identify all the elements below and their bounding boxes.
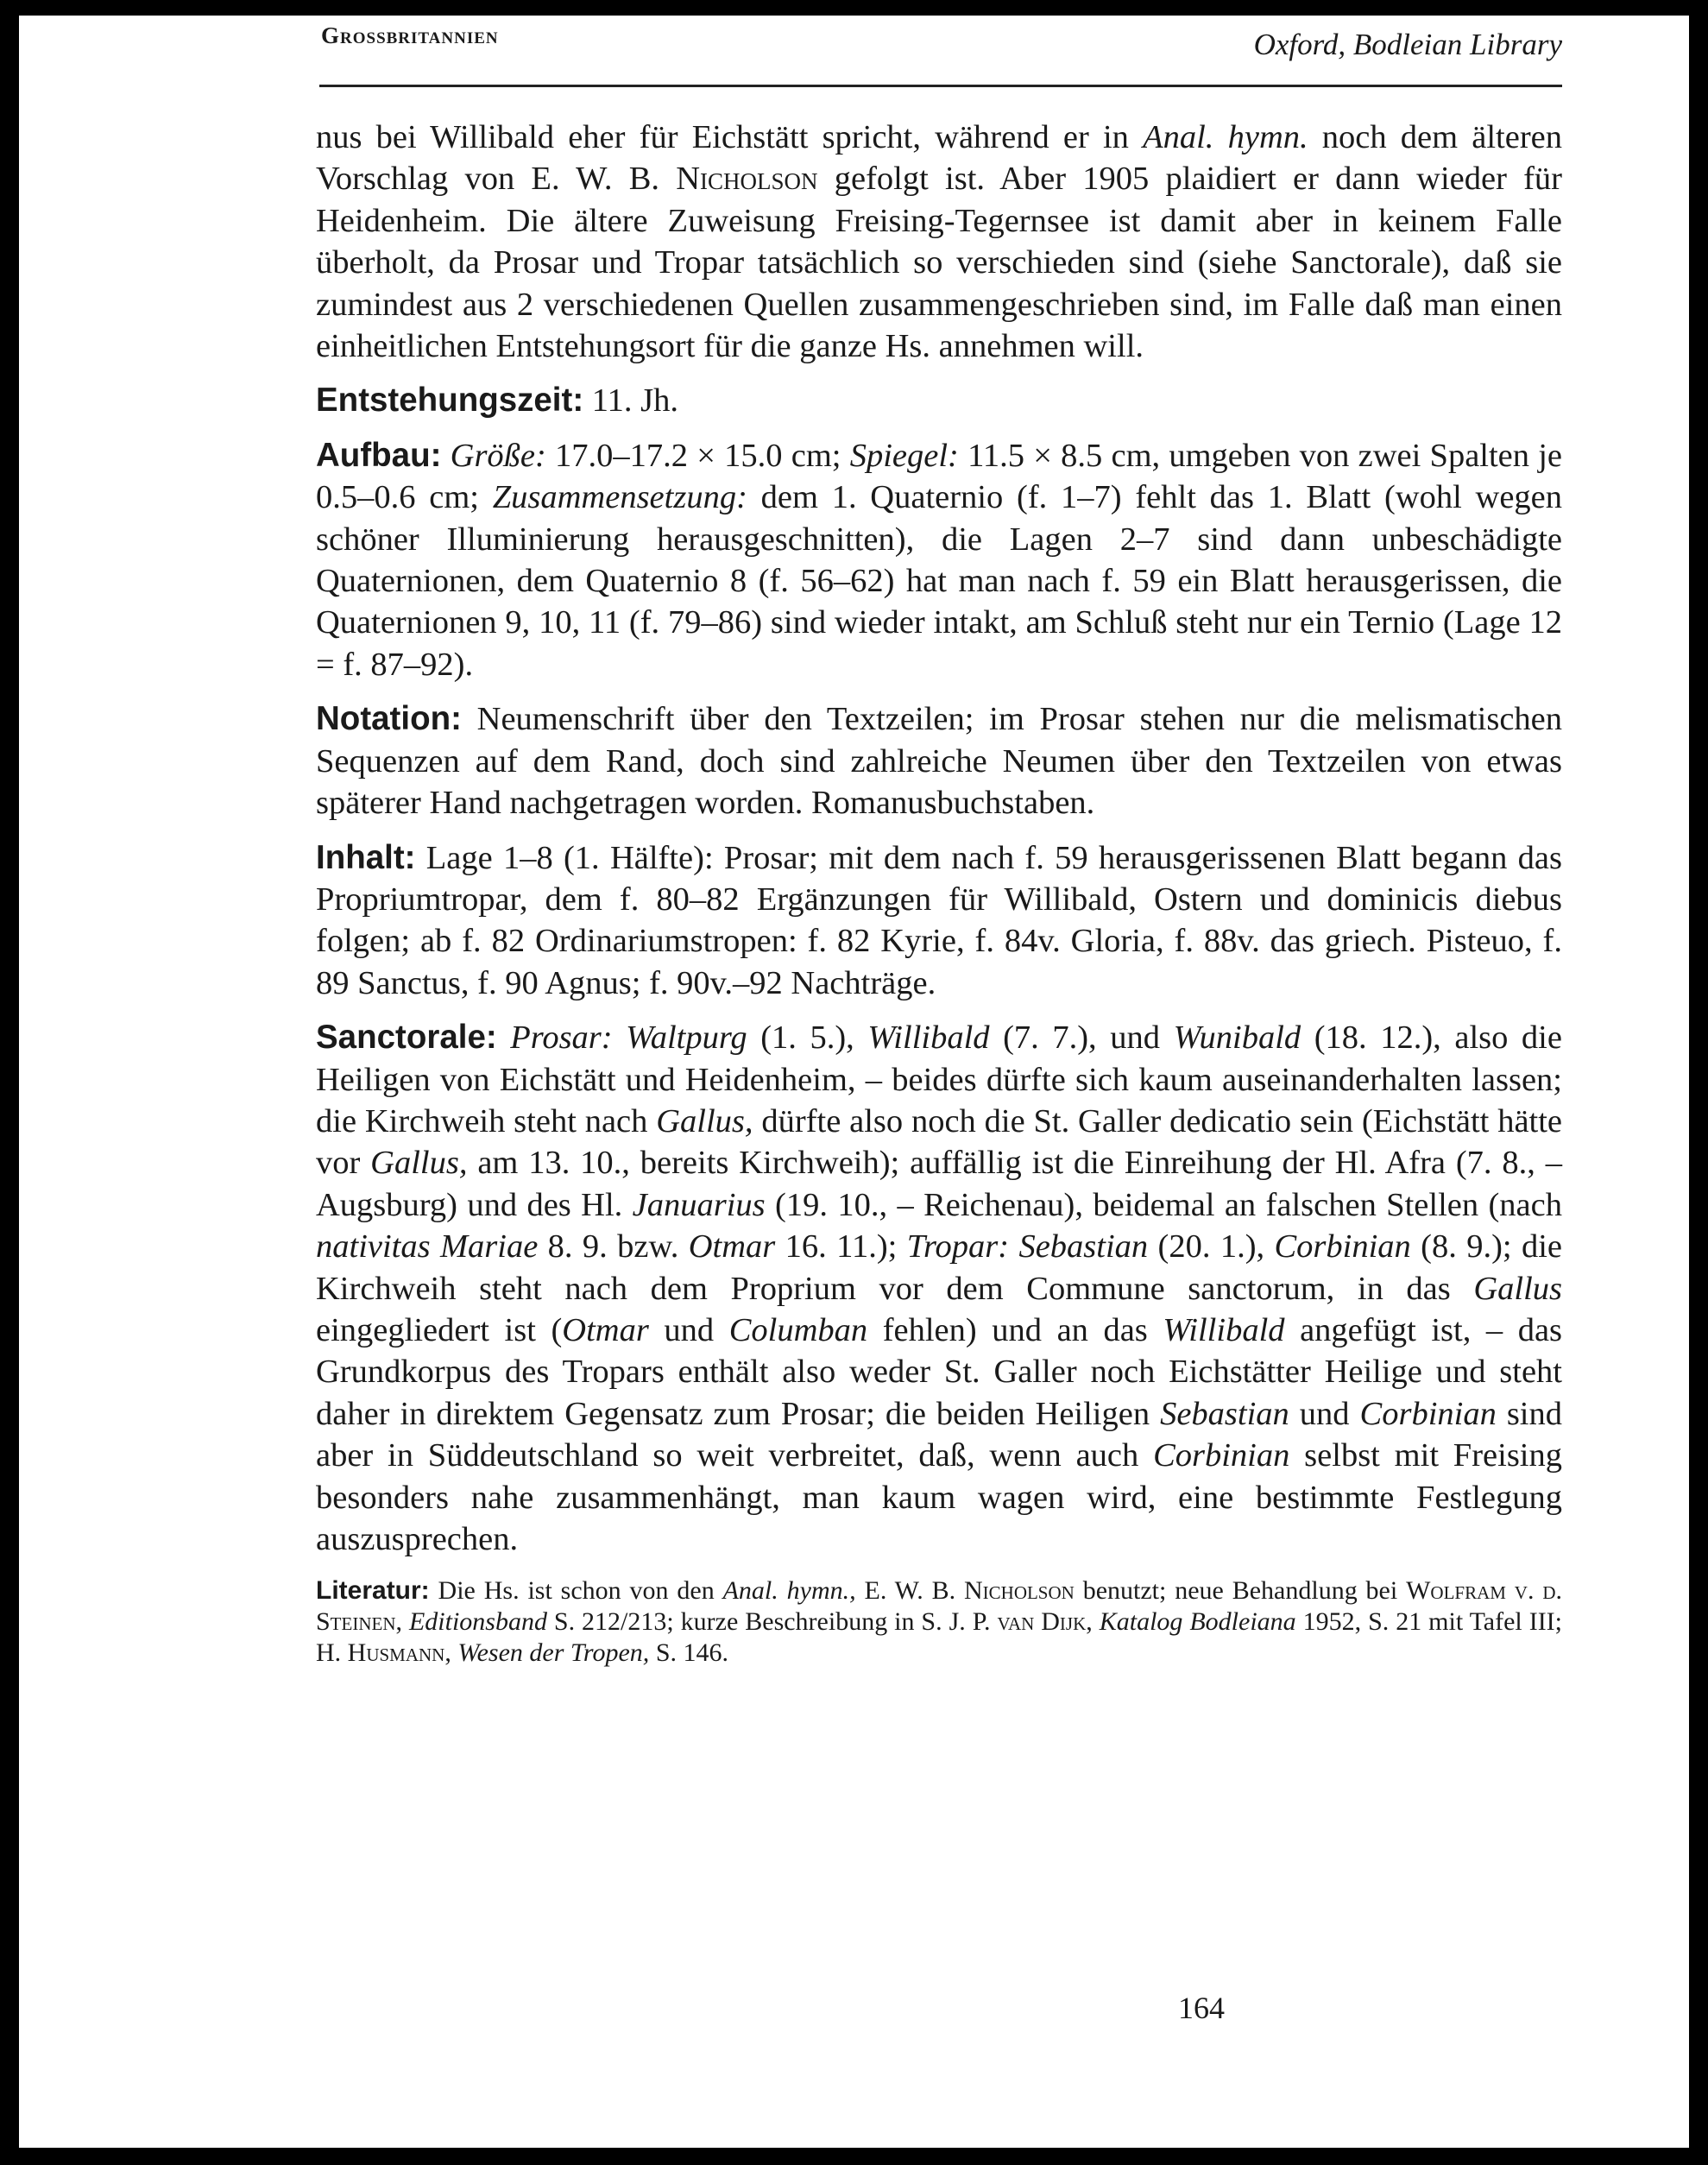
italic-run: Anal. hymn. [1143, 119, 1308, 155]
text-run: gefolgt ist. Aber 1905 plaidiert er dann wieder für Heidenheim. Die ältere Zuweisung Freising-Tegernsee ist damit aber in keinem Falle überholt, da Prosar und Tropar tatsächlich so verschieden sind (siehe Sanctorale), daß sie zumindest aus 2 verschiedenen Quellen zusammengeschrieben sind, im Falle daß man einen einheitlichen Entstehungsort für die ganze Hs. annehmen will. [316, 161, 1563, 365]
section-label: Sanctorale: [316, 1019, 497, 1057]
text-run: 1952, S. 21 mit Tafel III; H. [316, 1607, 1563, 1668]
italic-run: Anal. hymn., [722, 1576, 856, 1606]
text-run: dem 1. Quaternio (f. 1–7) fehlt das 1. Blatt (wohl wegen schöner Illuminierung herausgeschnitten), die Lagen 2–7 sind dann unbeschädigte Quaternionen, dem Quaternio 8 (f. 56–62) hat man nach f. 59 ein Blatt herausgerissen, die Quaternionen 9, 10, 11 (f. 79–86) sind wieder intakt, am Schluß steht nur ein Ternio (Lage 12 = f. 87–92). [316, 479, 1562, 683]
section-text [316, 701, 1562, 821]
italic-run: Zusammensetzung: [492, 479, 747, 516]
text-run [497, 1019, 511, 1056]
section-text [316, 840, 1562, 1001]
text-run: selbst mit Freising besonders nahe zusammenhängt, man kaum wagen wird, eine bestimmte Festlegung auszusprechen. [316, 1437, 1563, 1557]
section-text [583, 382, 678, 419]
text-run: 17.0–17.2 × 15.0 cm; [545, 437, 850, 474]
text-run: E. W. B. [855, 1576, 964, 1606]
text-run: eingegliedert ist ( [316, 1311, 563, 1348]
text-run: Die Hs. ist schon von den [429, 1576, 723, 1606]
text-run: (8. 9.); die Kirchweih steht nach dem Proprium vor dem Commune sanctorum, in das [316, 1228, 1562, 1307]
section-label: Inhalt: [316, 838, 416, 876]
text-run: und [1289, 1395, 1360, 1432]
text-run [1093, 1607, 1100, 1636]
section-text [316, 1576, 1562, 1667]
italic-run: Gallus, [370, 1145, 468, 1182]
italic-run: Gallus, [656, 1102, 753, 1139]
italic-run: Wesen der Tropen, [457, 1638, 650, 1668]
text-run: (20. 1.), [1148, 1228, 1275, 1266]
text-run: S. 212/213; kurze Beschreibung in S. J. P. [546, 1607, 998, 1637]
text-run: 8. 9. bzw. [538, 1228, 689, 1266]
section-aufbau [316, 435, 1562, 685]
section-inhalt [316, 837, 1562, 1005]
italic-run: Willibald [867, 1019, 990, 1057]
italic-run: Otmar [562, 1311, 649, 1348]
italic-run: Wunibald [1173, 1019, 1301, 1057]
text-run: Neumenschrift über den Textzeilen; im Prosar stehen nur die melismatischen Sequenzen auf dem Rand, doch sind zahlreiche Neumen über den Textzeilen von etwas späterer Hand nachgetragen worden. Romanusbuchstaben. [316, 701, 1562, 822]
text-run: am 13. 10., bereits Kirchweih); auffällig ist die Einreihung der Hl. Afra (7. 8., – Augsburg) und des Hl. [316, 1145, 1562, 1223]
text-run: benutzt; neue Behandlung bei [1074, 1576, 1407, 1606]
text-run: nus bei Willibald eher für Eichstätt spricht, während er in [316, 119, 1144, 155]
small-caps-run: Wolfram v. d. Steinen, [316, 1576, 1563, 1637]
text-run [402, 1607, 409, 1636]
italic-run: Spiegel: [849, 437, 959, 474]
page-number: 164 [1178, 1991, 1225, 2025]
italic-run: Corbinian [1274, 1228, 1411, 1266]
text-run: Lage 1–8 (1. Hälfte): Prosar; mit dem nach f. 59 herausgerissenen Blatt begann das Propriumtropar, dem f. 80–82 Ergänzungen für Willibald, Ostern und dominicis diebus folgen; ab f. 82 Ordinariumstropen: f. 82 Kyrie, f. 84v. Gloria, f. 88v. das griech. Pisteuo, f. 89 Sanctus, f. 90 Agnus; f. 90v.–92 Nachträge. [316, 839, 1562, 1001]
book-page [302, 17, 1563, 2025]
section-sanctorale [316, 1017, 1562, 1560]
section-label: Notation: [316, 700, 462, 738]
italic-run: Editionsband [408, 1607, 547, 1637]
italic-run: nativitas Mariae [316, 1228, 539, 1266]
header-country: Grossbritannien [321, 22, 499, 48]
text-run: angefügt ist, – das Grundkorpus des Tropars enthält also weder St. Galler noch Eichstätter Heilige und steht daher in direktem Gegensatz zum Prosar; die beiden Heiligen [316, 1311, 1563, 1432]
small-caps-run: van Dijk, [997, 1607, 1093, 1637]
italic-run: Otmar [688, 1228, 776, 1266]
header-library: Oxford, Bodleian Library [1253, 28, 1562, 61]
text-run: 16. 11.); [775, 1228, 907, 1266]
italic-run: Corbinian [1359, 1395, 1497, 1432]
text-run: sind aber in Süddeutschland so weit verbreitet, daß, wenn auch [316, 1395, 1563, 1474]
italic-run: Columban [728, 1311, 868, 1348]
text-run [441, 438, 450, 474]
section-label: Aufbau: [316, 436, 442, 474]
small-caps-run: Husmann, [347, 1638, 451, 1668]
italic-run: Tropar: Sebastian [906, 1228, 1149, 1266]
text-run: 11.5 × 8.5 cm, umgeben von zwei Spalten je 0.5–0.6 cm; [316, 437, 1563, 516]
text-run: (1. 5.), [747, 1019, 868, 1057]
italic-run: Größe: [450, 437, 546, 474]
italic-run: Willibald [1163, 1311, 1285, 1348]
text-run: noch dem älteren Vorschlag von E. W. B. [316, 119, 1562, 198]
italic-run: Januarius [632, 1186, 766, 1223]
text-run: dürfte also noch die St. Galler dedicatio sein (Eichstätt hätte vor [316, 1102, 1563, 1182]
page-body [316, 117, 1562, 1669]
section-notation [316, 698, 1562, 824]
section-text [316, 438, 1562, 683]
section-label: Entstehungszeit: [316, 382, 584, 420]
section-label: Literatur: [316, 1576, 430, 1606]
italic-run: Sebastian [1160, 1395, 1289, 1432]
small-caps-run: Nicholson [676, 161, 818, 198]
intro-paragraph [316, 117, 1562, 367]
italic-run: Prosar: Waltpurg [510, 1019, 747, 1057]
italic-run: Corbinian [1153, 1437, 1290, 1474]
text-run: (19. 10., – Reichenau), beidemal an falschen Stellen (nach [765, 1186, 1562, 1223]
italic-run: Katalog Bodleiana [1099, 1607, 1296, 1637]
text-run: 11. Jh. [583, 382, 678, 420]
small-caps-run: Nicholson [963, 1576, 1075, 1606]
text-run: und [648, 1311, 729, 1348]
section-literatur [316, 1575, 1562, 1669]
text-run: S. 146. [649, 1638, 728, 1668]
text-run: (7. 7.), und [989, 1019, 1174, 1057]
text-run: fehlen) und an das [867, 1311, 1163, 1348]
text-run: (18. 12.), also die Heiligen von Eichstätt und Heidenheim, – beides dürfte sich kaum auseinanderhalten lassen; die Kirchweih steht nach [316, 1019, 1562, 1139]
section-text [316, 1019, 1562, 1557]
running-header [302, 17, 1562, 73]
header-rule [319, 85, 1562, 87]
italic-run: Gallus [1473, 1270, 1562, 1307]
section-entstehungszeit [316, 380, 1562, 421]
